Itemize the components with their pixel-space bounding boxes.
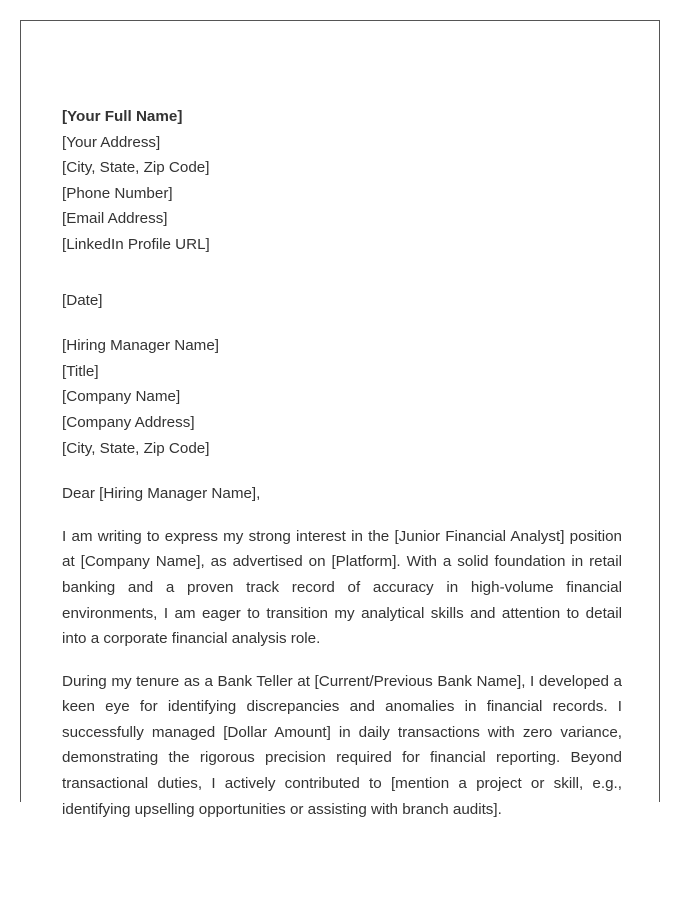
sender-email: [Email Address]	[62, 210, 168, 228]
recipient-city-state-zip: [City, State, Zip Code]	[62, 439, 210, 457]
sender-block	[62, 104, 622, 258]
letter-date: [Date]	[62, 291, 103, 309]
recipient-company: [Company Name]	[62, 388, 181, 406]
recipient-name: [Hiring Manager Name]	[62, 337, 219, 355]
body-paragraph: During my tenure as a Bank Teller at [Current/Previous Bank Name], I developed a keen eye for identifying discrepancies and anomalies in financial records. I successfully managed [Dollar Amount] in daily transactions with zero variance, demonstrating the rigorous precision required for financial reporting. Beyond transactional duties, I actively contributed to [mention a project or skill, e.g., identifying upselling opportunities or assisting with branch audits].	[62, 672, 622, 818]
sender-address: [Your Address]	[62, 133, 161, 151]
sender-city-state-zip: [City, State, Zip Code]	[62, 159, 210, 177]
sender-name: [Your Full Name]	[62, 108, 183, 125]
letter-page	[20, 20, 660, 818]
sender-phone: [Phone Number]	[62, 184, 173, 202]
recipient-title: [Title]	[62, 362, 99, 380]
sender-linkedin: [LinkedIn Profile URL]	[62, 235, 210, 253]
recipient-company-address: [Company Address]	[62, 413, 195, 431]
body-paragraph: I am writing to express my strong interest in the [Junior Financial Analyst] position at [Company Name], as advertised on [Platform]. With a solid foundation in retail banking and a proven track record of accuracy in high-volume financial environments, I am eager to transition my analytical skills and attention to detail into a corporate financial analysis role.	[62, 527, 622, 648]
letter-content	[62, 104, 622, 822]
recipient-block	[62, 333, 622, 461]
salutation: Dear [Hiring Manager Name],	[62, 485, 261, 503]
